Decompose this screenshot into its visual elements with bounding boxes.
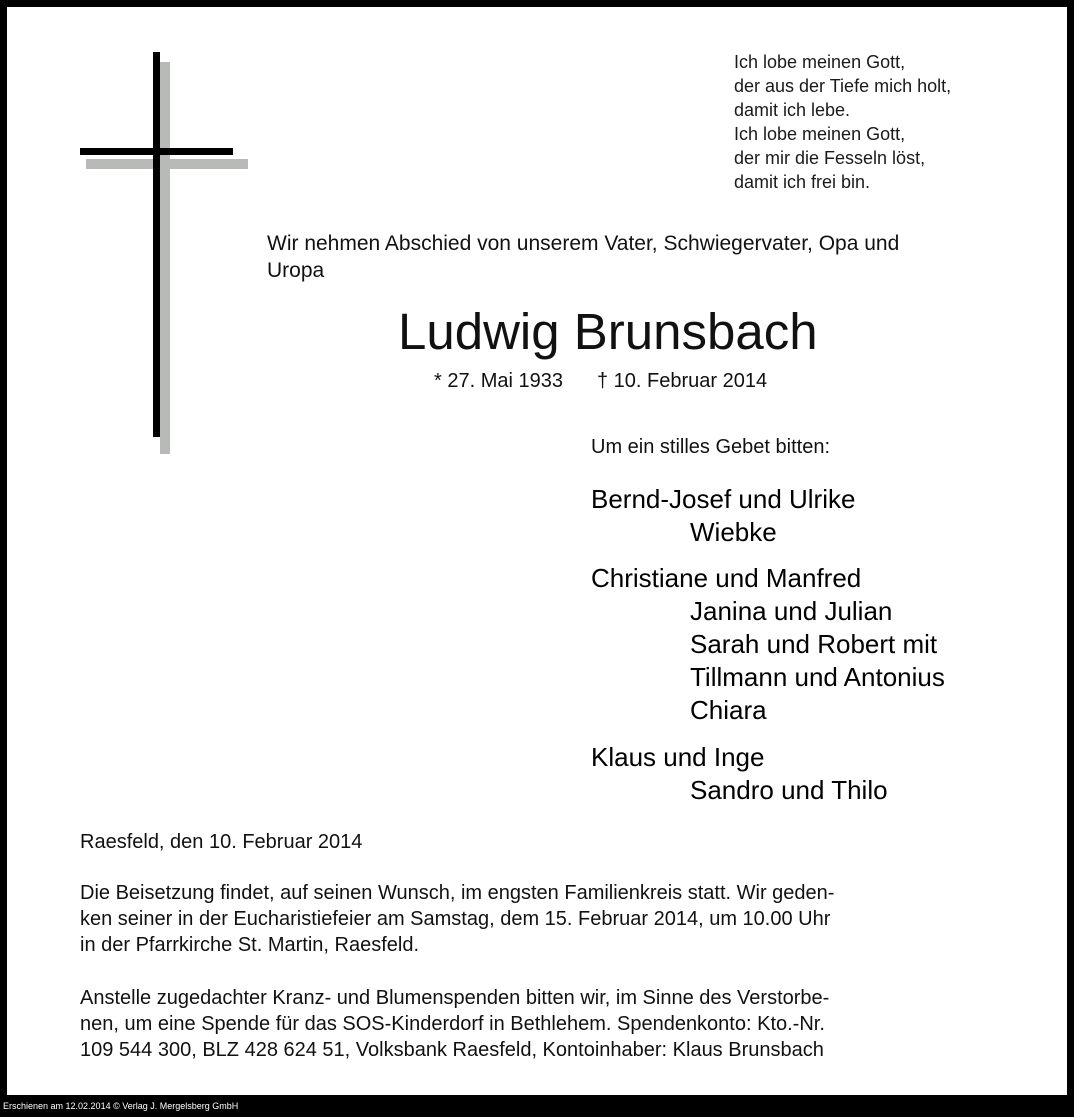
birth-date: * 27. Mai 1933 — [434, 370, 563, 392]
family-member: Tillmann und Antonius — [690, 662, 945, 692]
family-member: Chiara — [690, 695, 767, 725]
publication-footer: Erschienen am 12.02.2014 © Verlag J. Mergelsberg GmbH — [3, 1101, 239, 1111]
intro-line: Uropa — [267, 259, 325, 282]
donation-info — [80, 985, 995, 1063]
verse-line: damit ich frei bin. — [734, 172, 871, 192]
cross-beam-horizontal — [80, 148, 233, 155]
verse-line: Ich lobe meinen Gott, — [734, 124, 906, 144]
family-group-head: Christiane und Manfred — [591, 563, 862, 593]
bible-verse — [734, 50, 951, 194]
cross-shadow-vertical — [160, 62, 170, 454]
funeral-info-line: in der Pfarrkirche St. Martin, Raesfeld. — [80, 934, 420, 956]
death-date: † 10. Februar 2014 — [596, 370, 768, 392]
deceased-name: Ludwig Brunsbach — [398, 303, 818, 360]
funeral-info-line: Die Beisetzung findet, auf seinen Wunsch, im engsten Familienkreis statt. Wir geden- — [80, 882, 835, 904]
life-dates — [434, 368, 767, 394]
cross-beam-vertical — [153, 52, 160, 437]
family-group-head: Klaus und Inge — [591, 742, 765, 772]
place-and-date: Raesfeld, den 10. Februar 2014 — [80, 831, 363, 853]
donation-info-line: 109 544 300, BLZ 428 624 51, Volksbank Raesfeld, Kontoinhaber: Klaus Brunsbach — [80, 1039, 824, 1061]
verse-line: damit ich lebe. — [734, 100, 851, 120]
family-member: Sarah und Robert mit — [690, 629, 938, 659]
family-group-head: Bernd-Josef und Ulrike — [591, 484, 856, 514]
funeral-info-line: ken seiner in der Eucharistiefeier am Samstag, dem 15. Februar 2014, um 10.00 Uhr — [80, 908, 831, 930]
donation-info-line: Anstelle zugedachter Kranz- und Blumenspenden bitten wir, im Sinne des Verstorbe- — [80, 987, 830, 1009]
prayer-request: Um ein stilles Gebet bitten: — [591, 436, 830, 458]
family-member: Janina und Julian — [690, 596, 893, 626]
verse-line: der aus der Tiefe mich holt, — [734, 76, 952, 96]
funeral-info — [80, 880, 995, 958]
cross-shadow-horizontal — [86, 159, 248, 169]
verse-line: Ich lobe meinen Gott, — [734, 52, 906, 72]
family-member: Sandro und Thilo — [690, 775, 888, 805]
family-member: Wiebke — [690, 517, 777, 547]
intro-line: Wir nehmen Abschied von unserem Vater, Schwiegervater, Opa und — [267, 232, 900, 255]
verse-line: der mir die Fesseln löst, — [734, 148, 926, 168]
donation-info-line: nen, um eine Spende für das SOS-Kinderdorf in Bethlehem. Spendenkonto: Kto.-Nr. — [80, 1013, 825, 1035]
farewell-intro — [267, 230, 1002, 284]
